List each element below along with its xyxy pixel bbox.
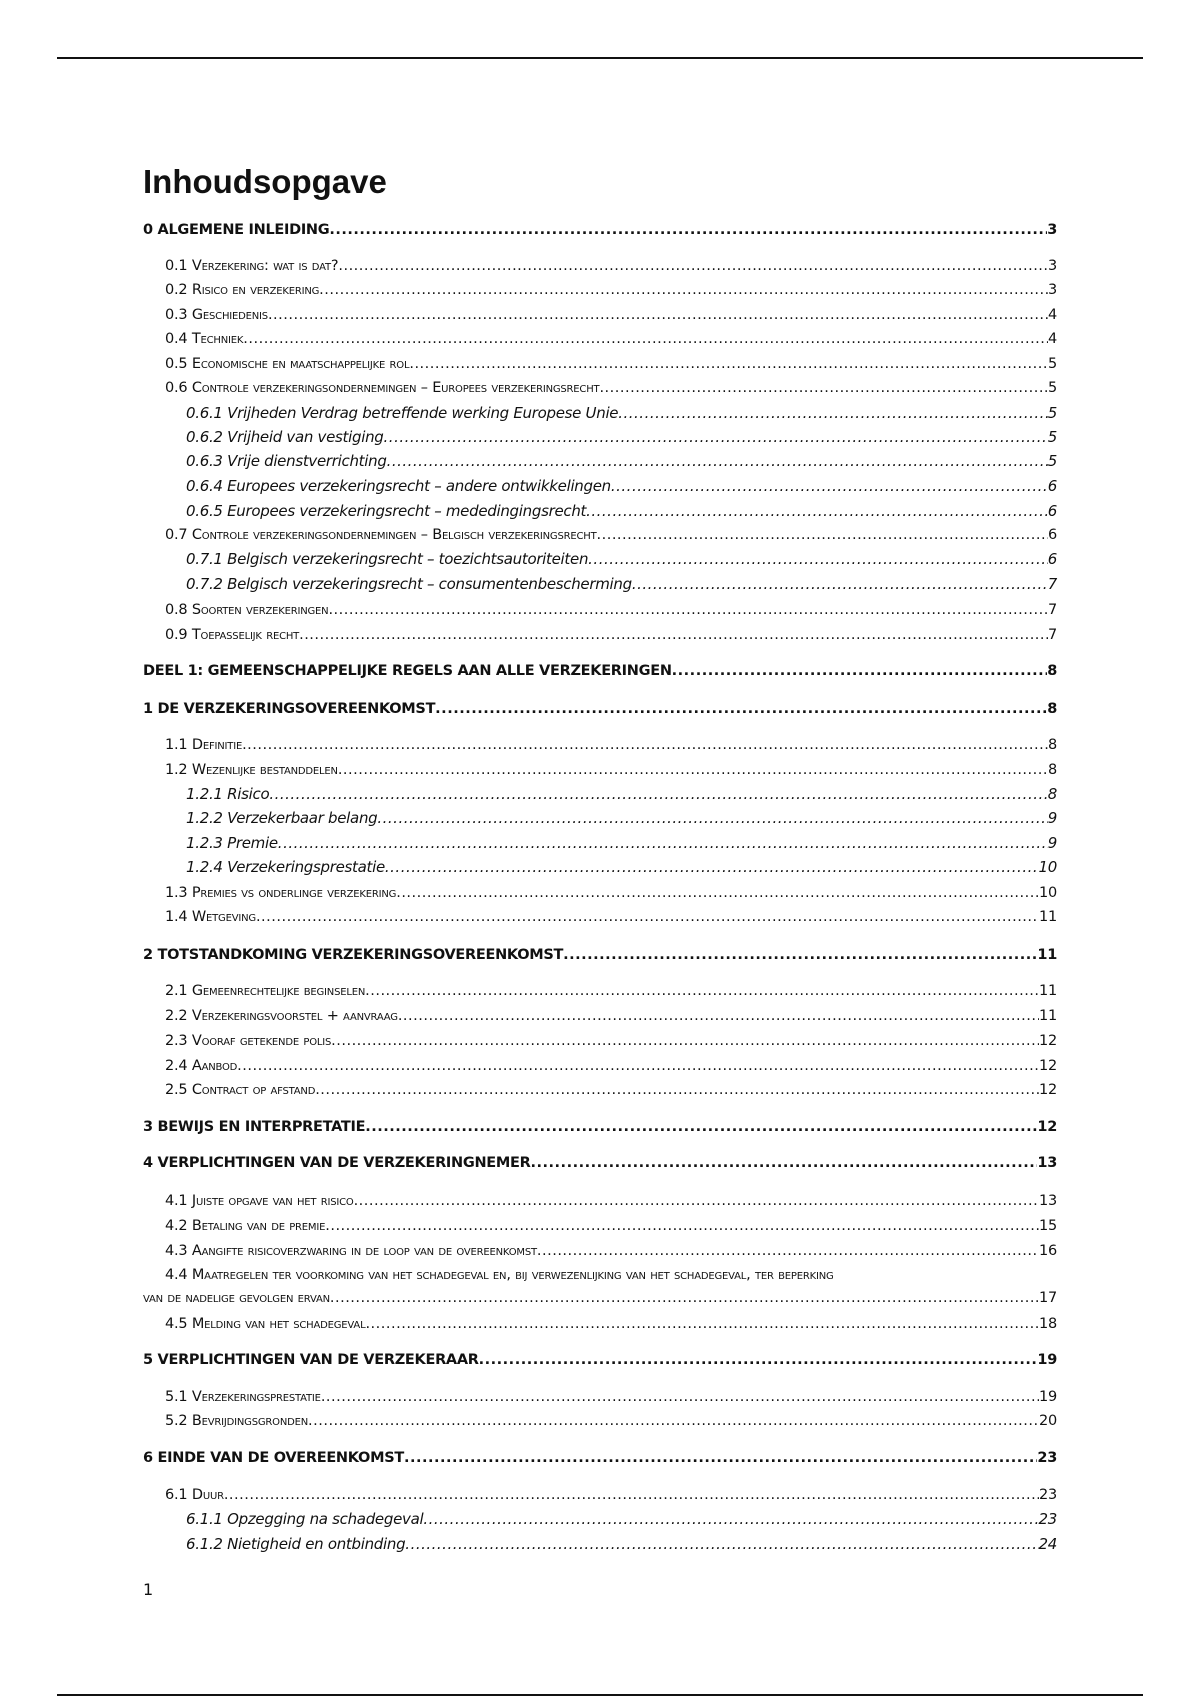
toc-entry-subsection[interactable] (186, 1533, 1057, 1555)
toc-entry-page: 12 (1038, 1082, 1057, 1098)
toc-entry-label: 1.2.2 Verzekerbaar belang (186, 809, 378, 827)
toc-entry-page: 8 (1047, 663, 1057, 679)
toc-entry-section[interactable] (165, 304, 1057, 326)
toc-entry-page: 24 (1038, 1535, 1057, 1553)
toc-entry-label: 4 VERPLICHTINGEN VAN DE VERZEKERINGNEMER (143, 1155, 531, 1171)
toc-entry-label: 6 EINDE VAN DE OVEREENKOMST (143, 1450, 404, 1466)
toc-entry-page: 17 (1038, 1290, 1057, 1306)
toc-dot-leader (423, 1508, 1038, 1530)
toc-entry-page: 19 (1038, 1389, 1057, 1405)
toc-dot-leader (365, 1116, 1037, 1138)
toc-entry-page: 13 (1038, 1193, 1057, 1209)
toc-dot-leader (256, 906, 1039, 928)
toc-entry-page: 5 (1047, 404, 1057, 422)
toc-entry-number: 1.1 (165, 737, 192, 753)
toc-entry-page: 7 (1047, 575, 1057, 593)
toc-dot-leader (365, 1313, 1038, 1335)
toc-entry-page: 5 (1047, 380, 1057, 396)
toc-entry-page: 7 (1047, 602, 1057, 618)
toc-entry-label: 0.7.1 Belgisch verzekeringsrecht – toezichtsautoriteiten (186, 550, 589, 568)
toc-entry-page: 6 (1047, 527, 1057, 543)
toc-entry-number: 2.4 (165, 1058, 192, 1074)
toc-entry-page: 11 (1038, 1008, 1057, 1024)
toc-dot-leader (365, 980, 1039, 1002)
toc-entry-label: 0.6.2 Vrijheid van vestiging (186, 428, 384, 446)
toc-entry-number: 0.6 (165, 380, 192, 396)
toc-entry-label: Wezenlijke bestanddelen (191, 762, 338, 778)
toc-entry-number: 4.4 (165, 1267, 192, 1283)
toc-entry-chapter-1[interactable] (143, 698, 1057, 720)
toc-entry-chapter-6[interactable] (143, 1447, 1057, 1469)
toc-entry-label: van de nadelige gevolgen ervan (143, 1290, 330, 1306)
toc-dot-leader (299, 624, 1048, 646)
toc-entry-label: 0.6.1 Vrijheden Verdrag betreffende werking Europese Unie (186, 404, 619, 422)
toc-entry-label: 1.2.1 Risico (186, 785, 270, 803)
toc-entry-subsection[interactable] (186, 783, 1057, 805)
toc-dot-leader (315, 1079, 1039, 1101)
toc-entry-label: Verzekering: wat is dat? (191, 258, 339, 274)
toc-entry-page: 5 (1047, 452, 1057, 470)
toc-entry-label: Contract op afstand (191, 1082, 316, 1098)
toc-dot-leader (396, 882, 1039, 904)
toc-entry-subsection[interactable] (186, 426, 1057, 448)
toc-entry-label: Verzekeringsvoorstel + aanvraag (191, 1008, 398, 1024)
toc-entry-subsection[interactable] (186, 475, 1057, 497)
toc-entry-section[interactable] (165, 279, 1057, 301)
toc-entry-number: 4.2 (165, 1218, 192, 1234)
toc-dot-leader (331, 1030, 1039, 1052)
toc-entry-page: 6 (1047, 502, 1057, 520)
toc-entry-chapter-3[interactable] (143, 1116, 1057, 1138)
toc-entry-page: 11 (1038, 909, 1057, 925)
toc-entry-label: Vooraf getekende polis (191, 1033, 332, 1049)
toc-entry-section[interactable] (165, 377, 1057, 399)
toc-entry-section[interactable] (165, 1005, 1057, 1027)
toc-entry-page: 19 (1037, 1352, 1057, 1368)
toc-entry-label: Soorten verzekeringen (191, 602, 329, 618)
toc-entry-label: Aanbod (191, 1058, 238, 1074)
toc-entry-page: 23 (1037, 1450, 1057, 1466)
toc-entry-page: 12 (1038, 1058, 1057, 1074)
page-title: Inhoudsopgave (143, 163, 387, 200)
toc-entry-section[interactable] (165, 624, 1057, 646)
toc-entry-section[interactable] (165, 1030, 1057, 1052)
toc-dot-leader (319, 279, 1048, 301)
toc-dot-leader (409, 353, 1048, 375)
toc-entry-label: 0.6.4 Europees verzekeringsrecht – andere ontwikkelingen (186, 477, 611, 495)
toc-entry-chapter-4[interactable] (143, 1152, 1057, 1174)
toc-entry-subsection[interactable] (186, 856, 1057, 878)
toc-entry-label: Duur (191, 1487, 224, 1503)
toc-entry-number: 0.2 (165, 282, 192, 298)
toc-entry-label: 1.2.4 Verzekeringsprestatie (186, 858, 385, 876)
toc-entry-page: 5 (1047, 428, 1057, 446)
toc-entry-number: 4.5 (165, 1316, 192, 1332)
toc-dot-leader (268, 304, 1048, 326)
toc-entry-subsection[interactable] (186, 573, 1057, 595)
toc-entry-section[interactable] (165, 1313, 1057, 1335)
toc-entry-label: 1 DE VERZEKERINGSOVEREENKOMST (143, 701, 436, 717)
toc-entry-label: Bevrijdingsgronden (191, 1413, 309, 1429)
toc-entry-page: 8 (1047, 762, 1057, 778)
toc-entry-page: 9 (1047, 809, 1057, 827)
toc-dot-leader (537, 1240, 1039, 1262)
toc-entry-page: 7 (1047, 627, 1057, 643)
toc-dot-leader (308, 1410, 1039, 1432)
toc-entry-page: 5 (1047, 356, 1057, 372)
toc-entry-label: 0.7.2 Belgisch verzekeringsrecht – consumentenbescherming (186, 575, 632, 593)
toc-entry-subsection[interactable] (186, 450, 1057, 472)
toc-dot-leader (325, 1215, 1039, 1237)
toc-entry-number: 2.5 (165, 1082, 192, 1098)
toc-dot-leader (321, 1386, 1039, 1408)
toc-entry-number: 1.3 (165, 885, 192, 901)
toc-dot-leader (243, 328, 1048, 350)
toc-dot-leader (611, 475, 1048, 497)
toc-entry-number: 0.8 (165, 602, 192, 618)
toc-entry-number: 2.1 (165, 983, 192, 999)
toc-entry-section-wrapped-line1[interactable] (165, 1264, 834, 1286)
toc-dot-leader (435, 698, 1047, 720)
toc-entry-number: 0.5 (165, 356, 192, 372)
toc-entry-section[interactable] (165, 1079, 1057, 1101)
toc-entry-number: 0.3 (165, 307, 192, 323)
toc-entry-page: 8 (1047, 785, 1057, 803)
toc-entry-page: 18 (1038, 1316, 1057, 1332)
toc-entry-section[interactable] (165, 1190, 1057, 1212)
toc-dot-leader (599, 377, 1048, 399)
toc-entry-subsection[interactable] (186, 402, 1057, 424)
toc-entry-subsection[interactable] (186, 548, 1057, 570)
toc-entry-section[interactable] (165, 353, 1057, 375)
toc-dot-leader (338, 255, 1048, 277)
toc-entry-section[interactable] (165, 255, 1057, 277)
toc-entry-section[interactable] (165, 599, 1057, 621)
toc-entry-label: Techniek (191, 331, 244, 347)
toc-entry-label: Betaling van de premie (191, 1218, 326, 1234)
toc-entry-number: 0.9 (165, 627, 192, 643)
toc-dot-leader (398, 1005, 1039, 1027)
toc-entry-label: DEEL 1: GEMEENSCHAPPELIJKE REGELS AAN ALLE VERZEKERINGEN (143, 663, 672, 679)
toc-entry-label: 0.6.5 Europees verzekeringsrecht – mededingingsrecht (186, 502, 587, 520)
toc-entry-subsection[interactable] (186, 500, 1057, 522)
toc-entry-number: 5.2 (165, 1413, 192, 1429)
toc-dot-leader (632, 573, 1048, 595)
toc-entry-section[interactable] (165, 1386, 1057, 1408)
toc-entry-subsection[interactable] (186, 832, 1057, 854)
toc-dot-leader (405, 1533, 1038, 1555)
toc-entry-section[interactable] (165, 882, 1057, 904)
toc-entry-label: Controle verzekeringsondernemingen – Belgisch verzekeringsrecht (191, 527, 597, 543)
toc-entry-label: 3 BEWIJS EN INTERPRETATIE (143, 1119, 366, 1135)
footer-rule (57, 1694, 1143, 1696)
toc-entry-label: Economische en maatschappelijke rol (191, 356, 410, 372)
page-number: 1 (143, 1580, 154, 1599)
toc-entry-section[interactable] (165, 734, 1057, 756)
toc-entry-section[interactable] (165, 980, 1057, 1002)
toc-entry-number: 1.2 (165, 762, 192, 778)
toc-dot-leader (531, 1152, 1038, 1174)
toc-entry-number: 6.1 (165, 1487, 192, 1503)
toc-entry-label: Juiste opgave van het risico (191, 1193, 354, 1209)
toc-dot-leader (618, 402, 1048, 424)
toc-entry-label: Maatregelen ter voorkoming van het schadegeval en, bij verwezenlijking van het schadegeval, ter beperking (191, 1267, 834, 1283)
toc-entry-number: 0.1 (165, 258, 192, 274)
toc-dot-leader (404, 1447, 1037, 1469)
toc-dot-leader (387, 450, 1048, 472)
toc-entry-label: Controle verzekeringsondernemingen – Europees verzekeringsrecht (191, 380, 600, 396)
toc-entry-label: 6.1.1 Opzegging na schadegeval (186, 1510, 424, 1528)
toc-entry-label: 1.2.3 Premie (186, 834, 278, 852)
toc-entry-page: 4 (1047, 307, 1057, 323)
toc-entry-page: 11 (1038, 983, 1057, 999)
toc-entry-number: 0.4 (165, 331, 192, 347)
toc-entry-section[interactable] (165, 524, 1057, 546)
toc-entry-label: 6.1.2 Nietigheid en ontbinding (186, 1535, 406, 1553)
toc-entry-label: 0 ALGEMENE INLEIDING (143, 222, 330, 238)
toc-dot-leader (278, 832, 1048, 854)
toc-entry-page: 23 (1038, 1510, 1057, 1528)
toc-entry-page: 10 (1038, 858, 1057, 876)
toc-entry-subsection[interactable] (186, 1508, 1057, 1530)
toc-entry-page: 3 (1047, 222, 1057, 238)
toc-dot-leader (385, 856, 1039, 878)
toc-entry-label: Gemeenrechtelijke beginselen (191, 983, 366, 999)
toc-entry-page: 3 (1047, 258, 1057, 274)
toc-entry-page: 6 (1047, 477, 1057, 495)
toc-entry-page: 15 (1038, 1218, 1057, 1234)
header-rule (57, 57, 1143, 59)
toc-entry-label: Wetgeving (191, 909, 256, 925)
toc-entry-label: Aangifte risicoverzwaring in de loop van de overeenkomst (191, 1243, 537, 1259)
toc-entry-page: 23 (1038, 1487, 1057, 1503)
toc-dot-leader (330, 1287, 1039, 1309)
toc-dot-leader (329, 219, 1047, 241)
toc-entry-number: 0.7 (165, 527, 192, 543)
toc-entry-page: 10 (1038, 885, 1057, 901)
toc-entry-page: 16 (1038, 1243, 1057, 1259)
toc-entry-section[interactable] (165, 1410, 1057, 1432)
toc-entry-chapter-5[interactable] (143, 1349, 1057, 1371)
toc-dot-leader (338, 759, 1048, 781)
toc-dot-leader (597, 524, 1048, 546)
toc-entry-section[interactable] (165, 1484, 1057, 1506)
toc-entry-label: Verzekeringsprestatie (191, 1389, 321, 1405)
toc-entry-number: 4.1 (165, 1193, 192, 1209)
toc-entry-section[interactable] (165, 1240, 1057, 1262)
toc-entry-label: 0.6.3 Vrije dienstverrichting (186, 452, 387, 470)
toc-entry-label: Definitie (191, 737, 243, 753)
toc-entry-label: 2 TOTSTANDKOMING VERZEKERINGSOVEREENKOMST (143, 947, 564, 963)
toc-dot-leader (563, 944, 1037, 966)
toc-entry-page: 3 (1047, 282, 1057, 298)
toc-entry-subsection[interactable] (186, 807, 1057, 829)
toc-entry-section[interactable] (165, 906, 1057, 928)
toc-entry-number: 5.1 (165, 1389, 192, 1405)
toc-entry-number: 2.3 (165, 1033, 192, 1049)
toc-entry-part-1[interactable] (143, 660, 1057, 682)
toc-entry-number: 2.2 (165, 1008, 192, 1024)
toc-entry-page: 4 (1047, 331, 1057, 347)
toc-entry-chapter-2[interactable] (143, 944, 1057, 966)
toc-dot-leader (586, 500, 1048, 522)
toc-entry-section[interactable] (165, 1215, 1057, 1237)
toc-entry-page: 12 (1037, 1119, 1057, 1135)
toc-dot-leader (328, 599, 1048, 621)
toc-entry-page: 8 (1047, 737, 1057, 753)
toc-dot-leader (384, 426, 1048, 448)
toc-dot-leader (354, 1190, 1039, 1212)
toc-entry-page: 12 (1038, 1033, 1057, 1049)
toc-entry-label: Melding van het schadegeval (191, 1316, 366, 1332)
toc-entry-section[interactable] (165, 1055, 1057, 1077)
toc-entry-number: 1.4 (165, 909, 192, 925)
toc-dot-leader (237, 1055, 1039, 1077)
toc-entry-label: Premies vs onderlinge verzekering (191, 885, 397, 901)
toc-entry-section[interactable] (165, 328, 1057, 350)
toc-entry-section[interactable] (165, 759, 1057, 781)
toc-entry-section-wrapped-line2[interactable] (143, 1287, 1057, 1309)
toc-entry-chapter-0[interactable] (143, 219, 1057, 241)
toc-entry-label: Toepasselijk recht (191, 627, 300, 643)
toc-entry-page: 9 (1047, 834, 1057, 852)
toc-entry-label: Geschiedenis (191, 307, 268, 323)
toc-entry-page: 20 (1038, 1413, 1057, 1429)
toc-dot-leader (242, 734, 1048, 756)
toc-entry-label: Risico en verzekering (191, 282, 320, 298)
toc-entry-page: 13 (1037, 1155, 1057, 1171)
toc-entry-page: 11 (1037, 947, 1057, 963)
toc-entry-page: 8 (1047, 701, 1057, 717)
toc-dot-leader (672, 660, 1048, 682)
toc-entry-page: 6 (1047, 550, 1057, 568)
toc-dot-leader (224, 1484, 1039, 1506)
toc-entry-label: 5 VERPLICHTINGEN VAN DE VERZEKERAAR (143, 1352, 479, 1368)
toc-dot-leader (269, 783, 1047, 805)
toc-dot-leader (479, 1349, 1038, 1371)
toc-dot-leader (377, 807, 1047, 829)
toc-entry-number: 4.3 (165, 1243, 192, 1259)
toc-dot-leader (588, 548, 1048, 570)
